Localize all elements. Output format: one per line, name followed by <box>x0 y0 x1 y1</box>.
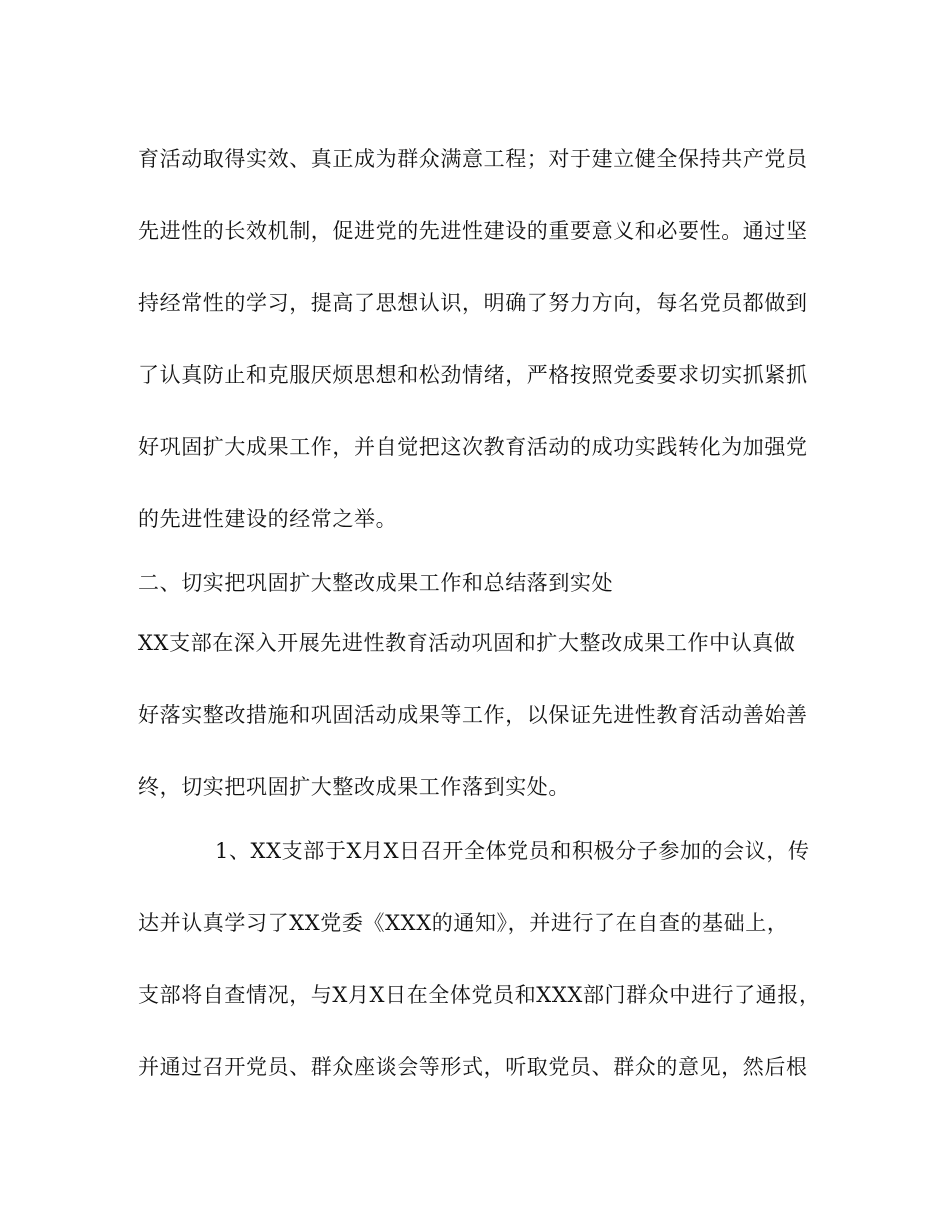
paragraph-line: 支部将自查情况，与X月X日在全体党员和XXX部门群众中进行了通报， <box>138 983 821 1007</box>
paragraph-line: 终，切实把巩固扩大整改成果工作落到实处。 <box>138 775 570 799</box>
paragraph-line: 持经常性的学习，提高了思想认识，明确了努力方向，每名党员都做到 <box>138 291 808 315</box>
section-heading: 二、切实把巩固扩大整改成果工作和总结落到实处 <box>138 571 614 595</box>
paragraph-line: 育活动取得实效、真正成为群众满意工程；对于建立健全保持共产党员 <box>138 147 808 171</box>
paragraph-line: 1、XX支部于X月X日召开全体党员和积极分子参加的会议，传 <box>215 839 810 863</box>
paragraph-line: 达并认真学习了XX党委《XXX的通知》，并进行了在自查的基础上， <box>138 911 789 935</box>
paragraph-line: 并通过召开党员、群众座谈会等形式，听取党员、群众的意见，然后根 <box>138 1055 808 1079</box>
paragraph-line: XX支部在深入开展先进性教育活动巩固和扩大整改成果工作中认真做 <box>138 631 796 655</box>
paragraph-line: 的先进性建设的经常之举。 <box>138 507 398 531</box>
paragraph-line: 先进性的长效机制，促进党的先进性建设的重要意义和必要性。通过坚 <box>138 219 808 243</box>
paragraph-line: 好巩固扩大成果工作，并自觉把这次教育活动的成功实践转化为加强党 <box>138 435 808 459</box>
paragraph-line: 了认真防止和克服厌烦思想和松劲情绪，严格按照党委要求切实抓紧抓 <box>138 363 808 387</box>
paragraph-line: 好落实整改措施和巩固活动成果等工作，以保证先进性教育活动善始善 <box>138 703 808 727</box>
